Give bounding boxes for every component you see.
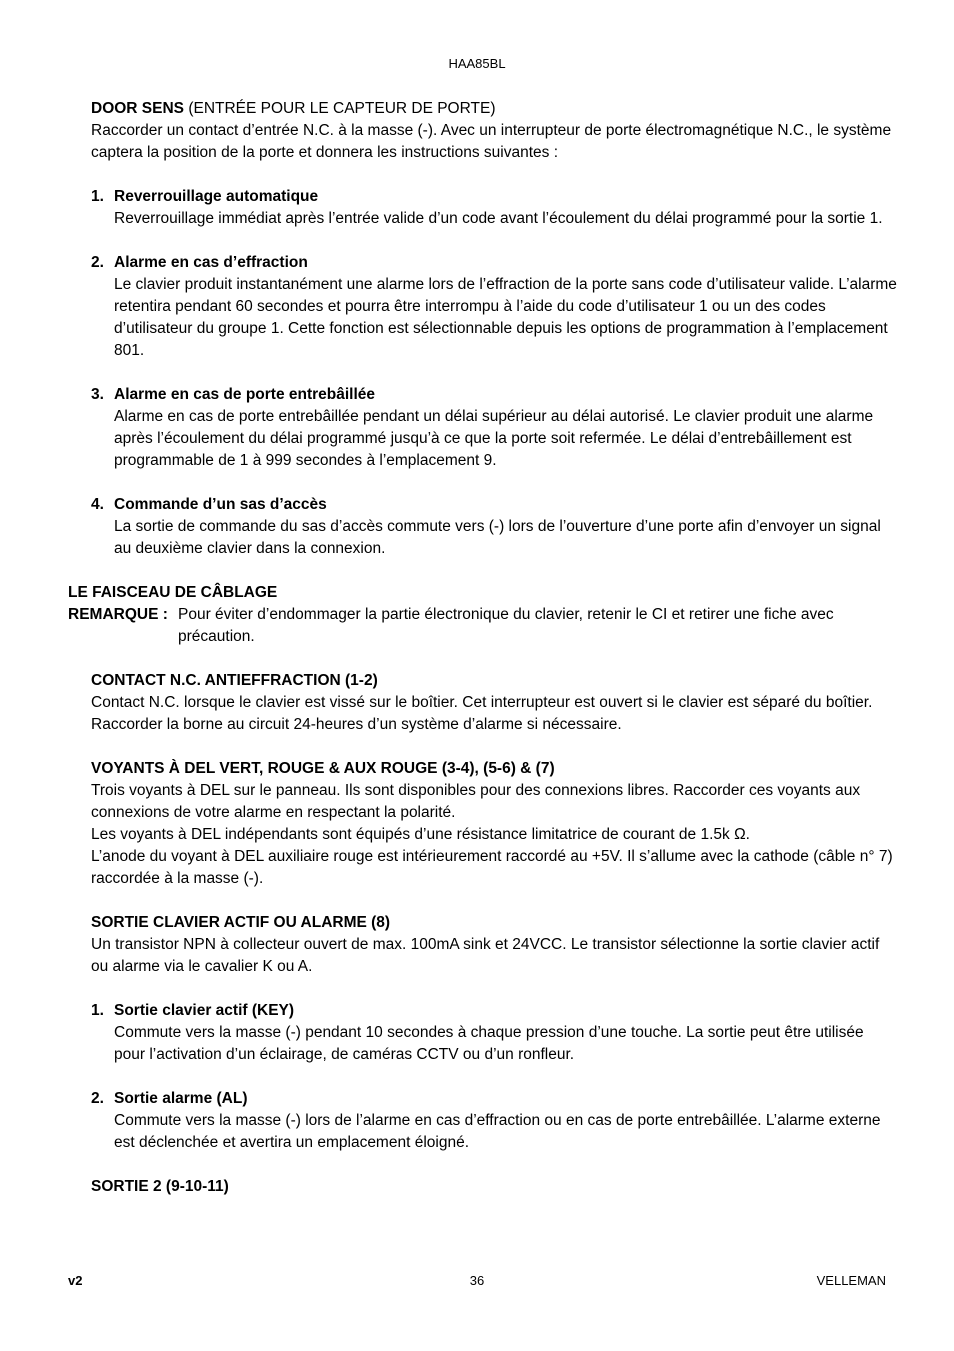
section-leds xyxy=(68,758,898,890)
section-title xyxy=(91,98,898,120)
list-item xyxy=(68,1000,898,1066)
section-text: Un transistor NPN à collecteur ouvert de max. 100mA sink et 24VCC. Le transistor sélectionne la sortie clavier actif ou alarme via le cavalier K ou A. xyxy=(91,936,880,975)
section-text: Les voyants à DEL indépendants sont équipés d’une résistance limitatrice de courant de 1.5k Ω. xyxy=(91,826,750,843)
list-item xyxy=(68,186,898,230)
list-item-title: Alarme en cas d’effraction xyxy=(114,254,308,271)
list-item xyxy=(68,384,898,472)
section-door-sens xyxy=(68,98,898,164)
section-text: Raccorder un contact d’entrée N.C. à la masse (-). Avec un interrupteur de porte électromagnétique N.C., le système captera la position de la porte et donnera les instructions suivantes : xyxy=(91,122,892,161)
section-title-rest: (ENTRÉE POUR LE CAPTEUR DE PORTE) xyxy=(184,100,496,117)
section-title: VOYANTS À DEL VERT, ROUGE & AUX ROUGE (3-4), (5-6) & (7) xyxy=(91,760,555,777)
remark xyxy=(68,604,898,648)
list-item-number: 1. xyxy=(91,1002,104,1019)
section-text: L’anode du voyant à DEL auxiliaire rouge est intérieurement raccordé au +5V. Il s’allume avec la cathode (câble n° 7) raccordée à la masse (-). xyxy=(91,848,893,887)
footer-version: v2 xyxy=(68,1273,83,1288)
section-title: CONTACT N.C. ANTIEFFRACTION (1-2) xyxy=(91,672,378,689)
section-text: Trois voyants à DEL sur le panneau. Ils sont disponibles pour des connexions libres. Raccorder ces voyants aux connexions de votre alarme en respectant la polarité. xyxy=(91,782,861,821)
list-item-text: Commute vers la masse (-) lors de l’alarme en cas d’effraction ou en cas de porte entrebâillée. L’alarme externe est déclenchée et avertira un emplacement éloigné. xyxy=(114,1112,881,1151)
section-title: SORTIE CLAVIER ACTIF OU ALARME (8) xyxy=(91,914,391,931)
list-item-number: 2. xyxy=(91,254,104,271)
remark-label: REMARQUE : xyxy=(68,606,168,623)
section-title-bold: DOOR SENS xyxy=(91,100,185,117)
list-item-text: Alarme en cas de porte entrebâillée pendant un délai supérieur au délai autorisé. Le clavier produit une alarme après l’écoulement du délai programmé jusqu’à ce que la porte soit refermée. Le délai d’entrebâillement est programmable de 1 à 999 secondes à l’emplacement 9. xyxy=(114,408,874,469)
list-item-number: 1. xyxy=(91,188,104,205)
list-item-title: Sortie alarme (AL) xyxy=(114,1090,248,1107)
list-item-text: Le clavier produit instantanément une alarme lors de l’effraction de la porte sans code d’utilisateur valide. L’alarme retentira pendant 60 secondes et pourra être interrompu à l’aide du code d’utilisateur 1 ou un des codes d’utilisateur du groupe 1. Cette fonction est sélectionnable depuis les options de programmation à l’emplacement 801. xyxy=(114,276,897,359)
list-item-number: 2. xyxy=(91,1090,104,1107)
header-model: HAA85BL xyxy=(448,56,506,71)
output2-title: SORTIE 2 (9-10-11) xyxy=(91,1178,229,1195)
footer-page-number: 36 xyxy=(469,1273,485,1288)
list-item-number: 3. xyxy=(91,386,104,403)
list-item-title: Sortie clavier actif (KEY) xyxy=(114,1002,295,1019)
remark-text: Pour éviter d’endommager la partie électronique du clavier, retenir le CI et retirer une fiche avec précaution. xyxy=(178,606,834,645)
list-item-number: 4. xyxy=(91,496,104,513)
page-content xyxy=(68,98,898,1198)
list-item-title: Alarme en cas de porte entrebâillée xyxy=(114,386,376,403)
footer-brand: VELLEMAN xyxy=(816,1273,886,1288)
section-text: Contact N.C. lorsque le clavier est vissé sur le boîtier. Cet interrupteur est ouvert si le clavier est séparé du boîtier. Raccorder la borne au circuit 24-heures d’un système d’alarme si nécessaire. xyxy=(91,694,873,733)
section-output-key xyxy=(68,912,898,978)
harness-title: LE FAISCEAU DE CÂBLAGE xyxy=(68,584,278,601)
section-contact xyxy=(68,670,898,736)
list-item-text: Reverrouillage immédiat après l’entrée valide d’un code avant l’écoulement du délai programmé pour la sortie 1. xyxy=(114,210,883,227)
list-item-title: Commande d’un sas d’accès xyxy=(114,496,327,513)
list-item-title: Reverrouillage automatique xyxy=(114,188,319,205)
list-item xyxy=(68,1088,898,1154)
list-item-text: La sortie de commande du sas d’accès commute vers (-) lors de l’ouverture d’une porte afin d’envoyer un signal au deuxième clavier dans la connexion. xyxy=(114,518,881,557)
list-item xyxy=(68,252,898,362)
list-item xyxy=(68,494,898,560)
list-item-text: Commute vers la masse (-) pendant 10 secondes à chaque pression d’une touche. La sortie peut être utilisée pour l’activation d’un éclairage, de caméras CCTV ou d’un ronfleur. xyxy=(114,1024,864,1063)
